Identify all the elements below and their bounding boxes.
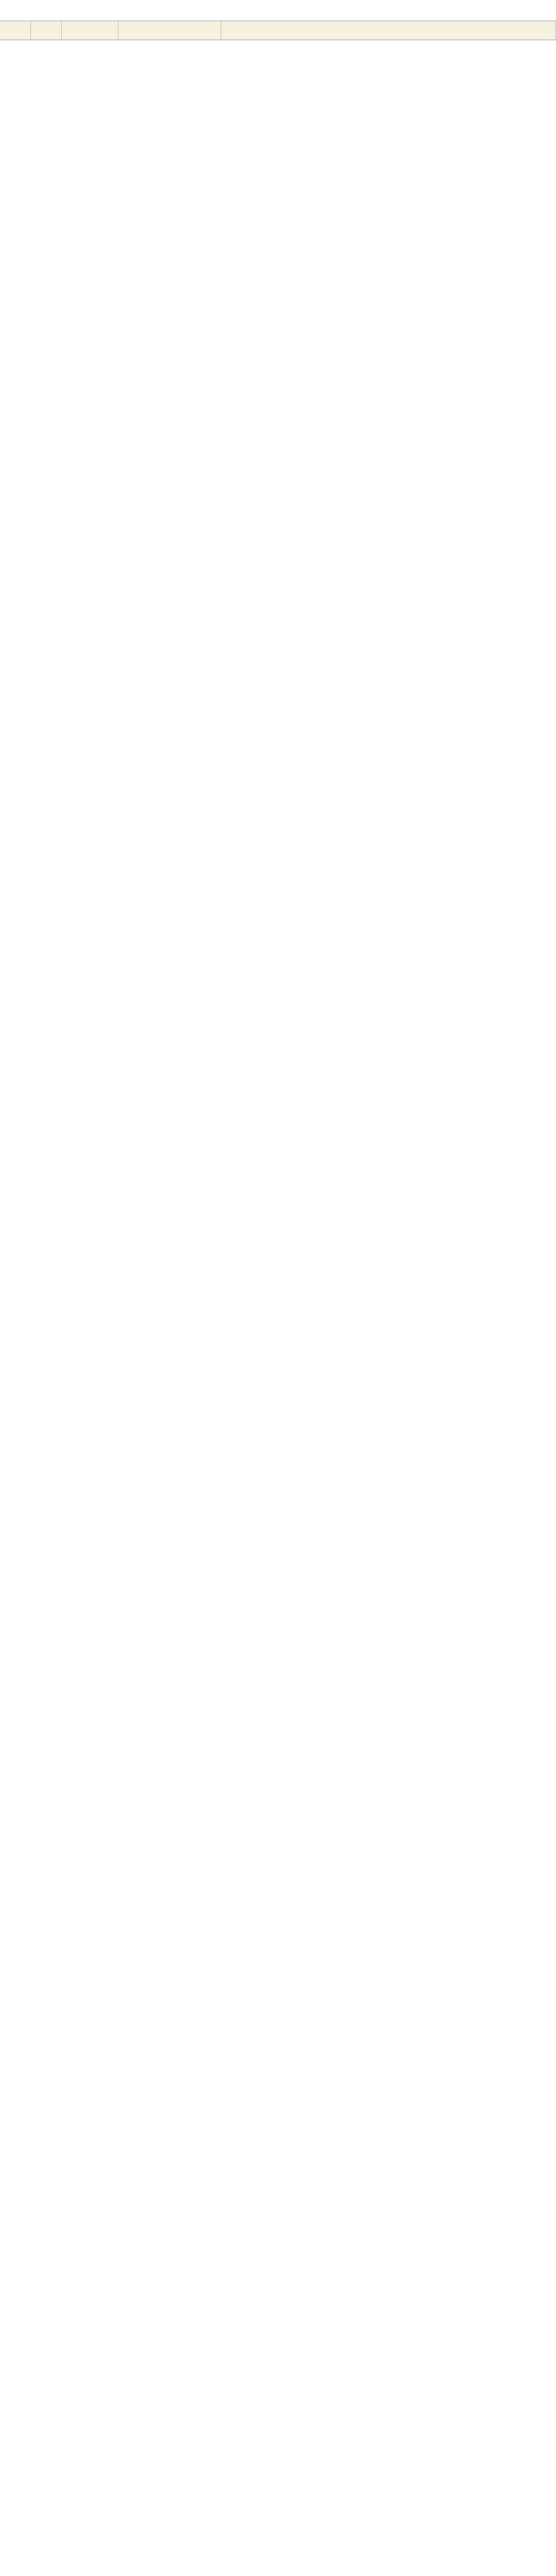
table-body: [0, 40, 556, 2576]
page-title: [0, 0, 556, 21]
table-header: [0, 21, 556, 40]
header-count: [31, 21, 62, 40]
header-address: [221, 21, 556, 40]
header-street: [118, 21, 221, 40]
header-seq: [0, 21, 31, 40]
header-county: [62, 21, 118, 40]
